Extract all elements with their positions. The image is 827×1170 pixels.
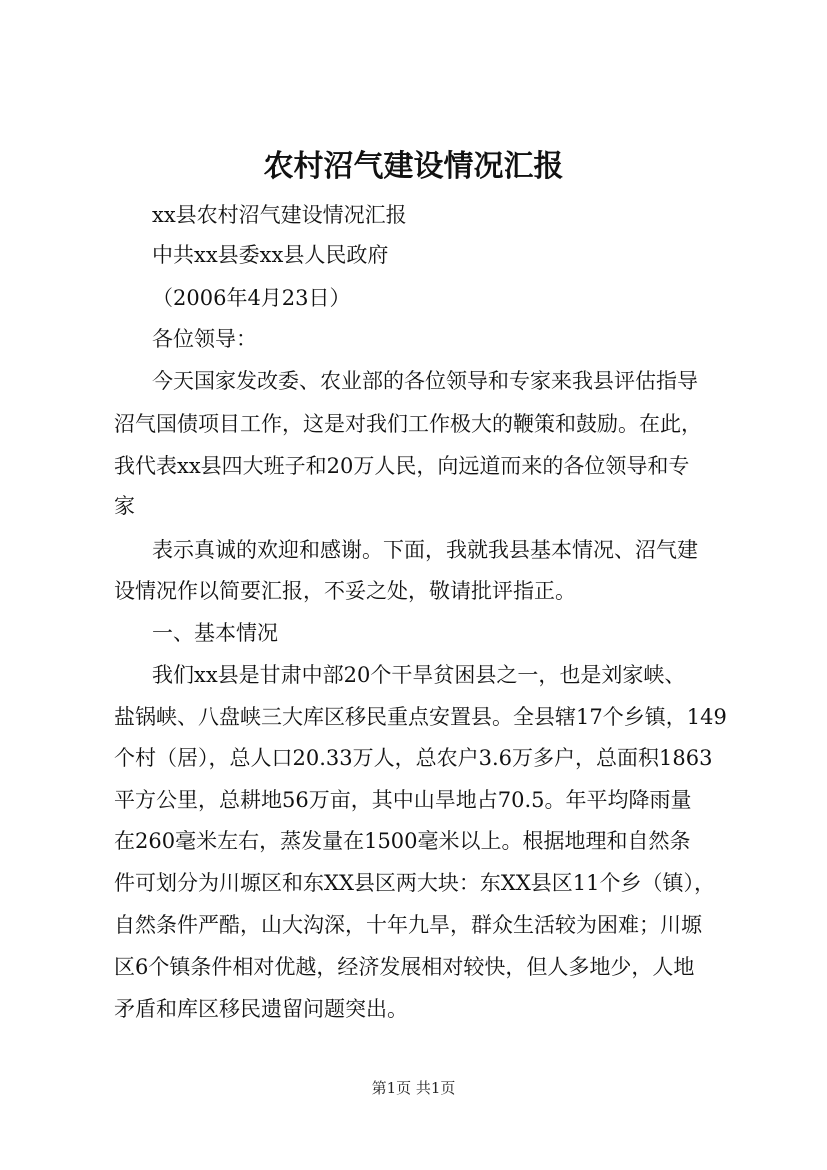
body-line: 我们xx县是甘肃中部20个干旱贫困县之一，也是刘家峡、: [152, 663, 686, 687]
date-line: （2006年4月23日）: [152, 286, 351, 310]
body-line: 设情况作以简要汇报，不妥之处，敬请批评指正。: [114, 579, 576, 603]
page-footer: 第1页 共1页: [371, 1079, 456, 1097]
subtitle-line: xx县农村沼气建设情况汇报: [152, 203, 407, 227]
body-line: 在260毫米左右，蒸发量在1500毫米以上。根据地理和自然条: [114, 829, 691, 853]
body-line: 我代表xx县四大班子和20万人民，向远道而来的各位领导和专: [114, 454, 690, 478]
body-line: 自然条件严酷，山大沟深，十年九旱，群众生活较为困难；川塬: [114, 913, 702, 937]
body-line: 件可划分为川塬区和东XX县区两大块：东XX县区11个乡（镇），: [114, 871, 716, 895]
section-heading: 一、基本情况: [152, 621, 278, 645]
body-line: 平方公里，总耕地56万亩，其中山旱地占70.5。年平均降雨量: [114, 788, 692, 812]
body-line: 个村（居），总人口20.33万人，总农户3.6万多户，总面积1863: [114, 746, 713, 770]
body-line: 矛盾和库区移民遗留问题突出。: [114, 997, 408, 1021]
salutation-line: 各位领导：: [152, 327, 257, 351]
body-line: 盐锅峡、八盘峡三大库区移民重点安置县。全县辖17个乡镇，149: [114, 705, 727, 729]
body-line: 表示真诚的欢迎和感谢。下面，我就我县基本情况、沼气建: [152, 538, 698, 562]
document-title: 农村沼气建设情况汇报: [263, 149, 564, 184]
body-line: 今天国家发改委、农业部的各位领导和专家来我县评估指导: [152, 369, 698, 393]
body-line: 沼气国债项目工作，这是对我们工作极大的鞭策和鼓励。在此，: [114, 412, 702, 436]
body-line: 区6个镇条件相对优越，经济发展相对较快，但人多地少，人地: [114, 955, 695, 979]
issuer-line: 中共xx县委xx县人民政府: [152, 243, 389, 267]
body-line: 家: [114, 494, 135, 518]
